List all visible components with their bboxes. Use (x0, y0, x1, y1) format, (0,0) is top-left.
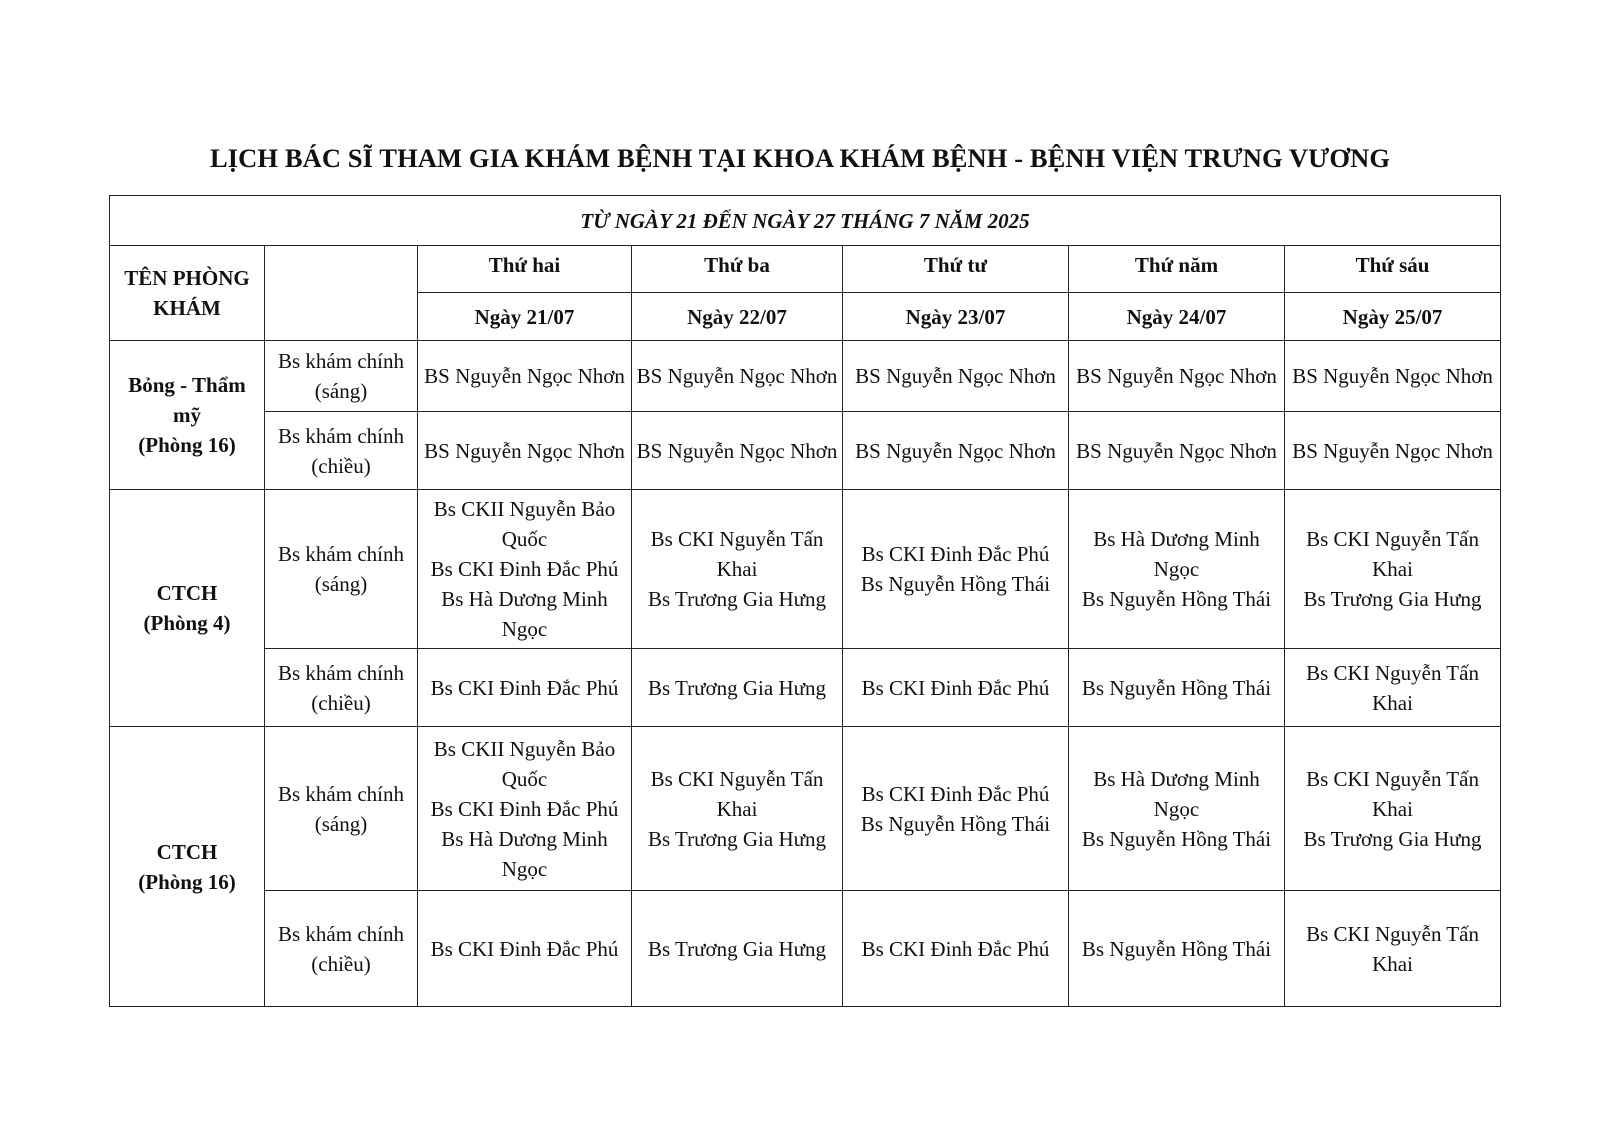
room-name: Bỏng - Thẩm mỹ (Phòng 16) (110, 341, 265, 490)
doctor-cell: Bs Trương Gia Hưng (632, 649, 843, 727)
doctor-cell: BS Nguyễn Ngọc Nhơn (843, 341, 1069, 412)
doctor-cell: BS Nguyễn Ngọc Nhơn (1069, 341, 1285, 412)
weekday-header: Thứ hai (418, 246, 632, 293)
page-title: LỊCH BÁC SĨ THAM GIA KHÁM BỆNH TẠI KHOA KHÁM BỆNH - BỆNH VIỆN TRƯNG VƯƠNG (209, 143, 1391, 173)
schedule-table (109, 195, 1501, 1007)
date-header: Ngày 21/07 (418, 293, 632, 341)
weekday-header: Thứ tư (843, 246, 1069, 293)
role-column-header (265, 246, 418, 341)
doctor-cell: Bs CKII Nguyễn Bảo Quốc Bs CKI Đinh Đắc Phú Bs Hà Dương Minh Ngọc (418, 727, 632, 891)
doctor-cell: Bs CKI Đinh Đắc Phú (418, 891, 632, 1007)
doctor-cell: Bs Nguyễn Hồng Thái (1069, 649, 1285, 727)
date-header: Ngày 25/07 (1285, 293, 1501, 341)
doctor-cell: BS Nguyễn Ngọc Nhơn (418, 341, 632, 412)
doctor-cell: BS Nguyễn Ngọc Nhơn (632, 341, 843, 412)
doctor-cell: Bs Trương Gia Hưng (632, 891, 843, 1007)
doctor-cell: Bs Hà Dương Minh Ngọc Bs Nguyễn Hồng Thái (1069, 727, 1285, 891)
doctor-cell: BS Nguyễn Ngọc Nhơn (843, 412, 1069, 490)
doctor-cell: Bs Hà Dương Minh Ngọc Bs Nguyễn Hồng Thái (1069, 490, 1285, 649)
doctor-cell: Bs CKI Đinh Đắc Phú (418, 649, 632, 727)
doctor-cell: Bs CKII Nguyễn Bảo Quốc Bs CKI Đinh Đắc Phú Bs Hà Dương Minh Ngọc (418, 490, 632, 649)
room-column-header: TÊN PHÒNG KHÁM (110, 246, 265, 341)
doctor-cell: BS Nguyễn Ngọc Nhơn (1285, 341, 1501, 412)
room-name: CTCH (Phòng 4) (110, 490, 265, 727)
role-cell: Bs khám chính (chiều) (265, 891, 418, 1007)
date-header: Ngày 24/07 (1069, 293, 1285, 341)
room-name: CTCH (Phòng 16) (110, 727, 265, 1007)
role-cell: Bs khám chính (chiều) (265, 649, 418, 727)
doctor-cell: Bs CKI Đinh Đắc Phú (843, 891, 1069, 1007)
role-cell: Bs khám chính (sáng) (265, 727, 418, 891)
role-cell: Bs khám chính (sáng) (265, 490, 418, 649)
doctor-cell: BS Nguyễn Ngọc Nhơn (632, 412, 843, 490)
doctor-cell: Bs Nguyễn Hồng Thái (1069, 891, 1285, 1007)
doctor-cell: BS Nguyễn Ngọc Nhơn (1069, 412, 1285, 490)
doctor-cell: BS Nguyễn Ngọc Nhơn (1285, 412, 1501, 490)
doctor-cell: Bs CKI Nguyễn Tấn Khai Bs Trương Gia Hưng (1285, 490, 1501, 649)
doctor-cell: Bs CKI Nguyễn Tấn Khai Bs Trương Gia Hưng (1285, 727, 1501, 891)
doctor-cell: Bs CKI Đinh Đắc Phú Bs Nguyễn Hồng Thái (843, 490, 1069, 649)
weekday-header: Thứ ba (632, 246, 843, 293)
doctor-cell: Bs CKI Nguyễn Tấn Khai (1285, 649, 1501, 727)
weekday-header: Thứ năm (1069, 246, 1285, 293)
date-range-header: TỪ NGÀY 21 ĐẾN NGÀY 27 THÁNG 7 NĂM 2025 (110, 196, 1501, 246)
doctor-cell: Bs CKI Nguyễn Tấn Khai Bs Trương Gia Hưng (632, 490, 843, 649)
date-header: Ngày 23/07 (843, 293, 1069, 341)
doctor-cell: Bs CKI Đinh Đắc Phú (843, 649, 1069, 727)
doctor-cell: Bs CKI Đinh Đắc Phú Bs Nguyễn Hồng Thái (843, 727, 1069, 891)
doctor-cell: Bs CKI Nguyễn Tấn Khai (1285, 891, 1501, 1007)
doctor-cell: BS Nguyễn Ngọc Nhơn (418, 412, 632, 490)
role-cell: Bs khám chính (sáng) (265, 341, 418, 412)
date-header: Ngày 22/07 (632, 293, 843, 341)
weekday-header: Thứ sáu (1285, 246, 1501, 293)
role-cell: Bs khám chính (chiều) (265, 412, 418, 490)
doctor-cell: Bs CKI Nguyễn Tấn Khai Bs Trương Gia Hưng (632, 727, 843, 891)
